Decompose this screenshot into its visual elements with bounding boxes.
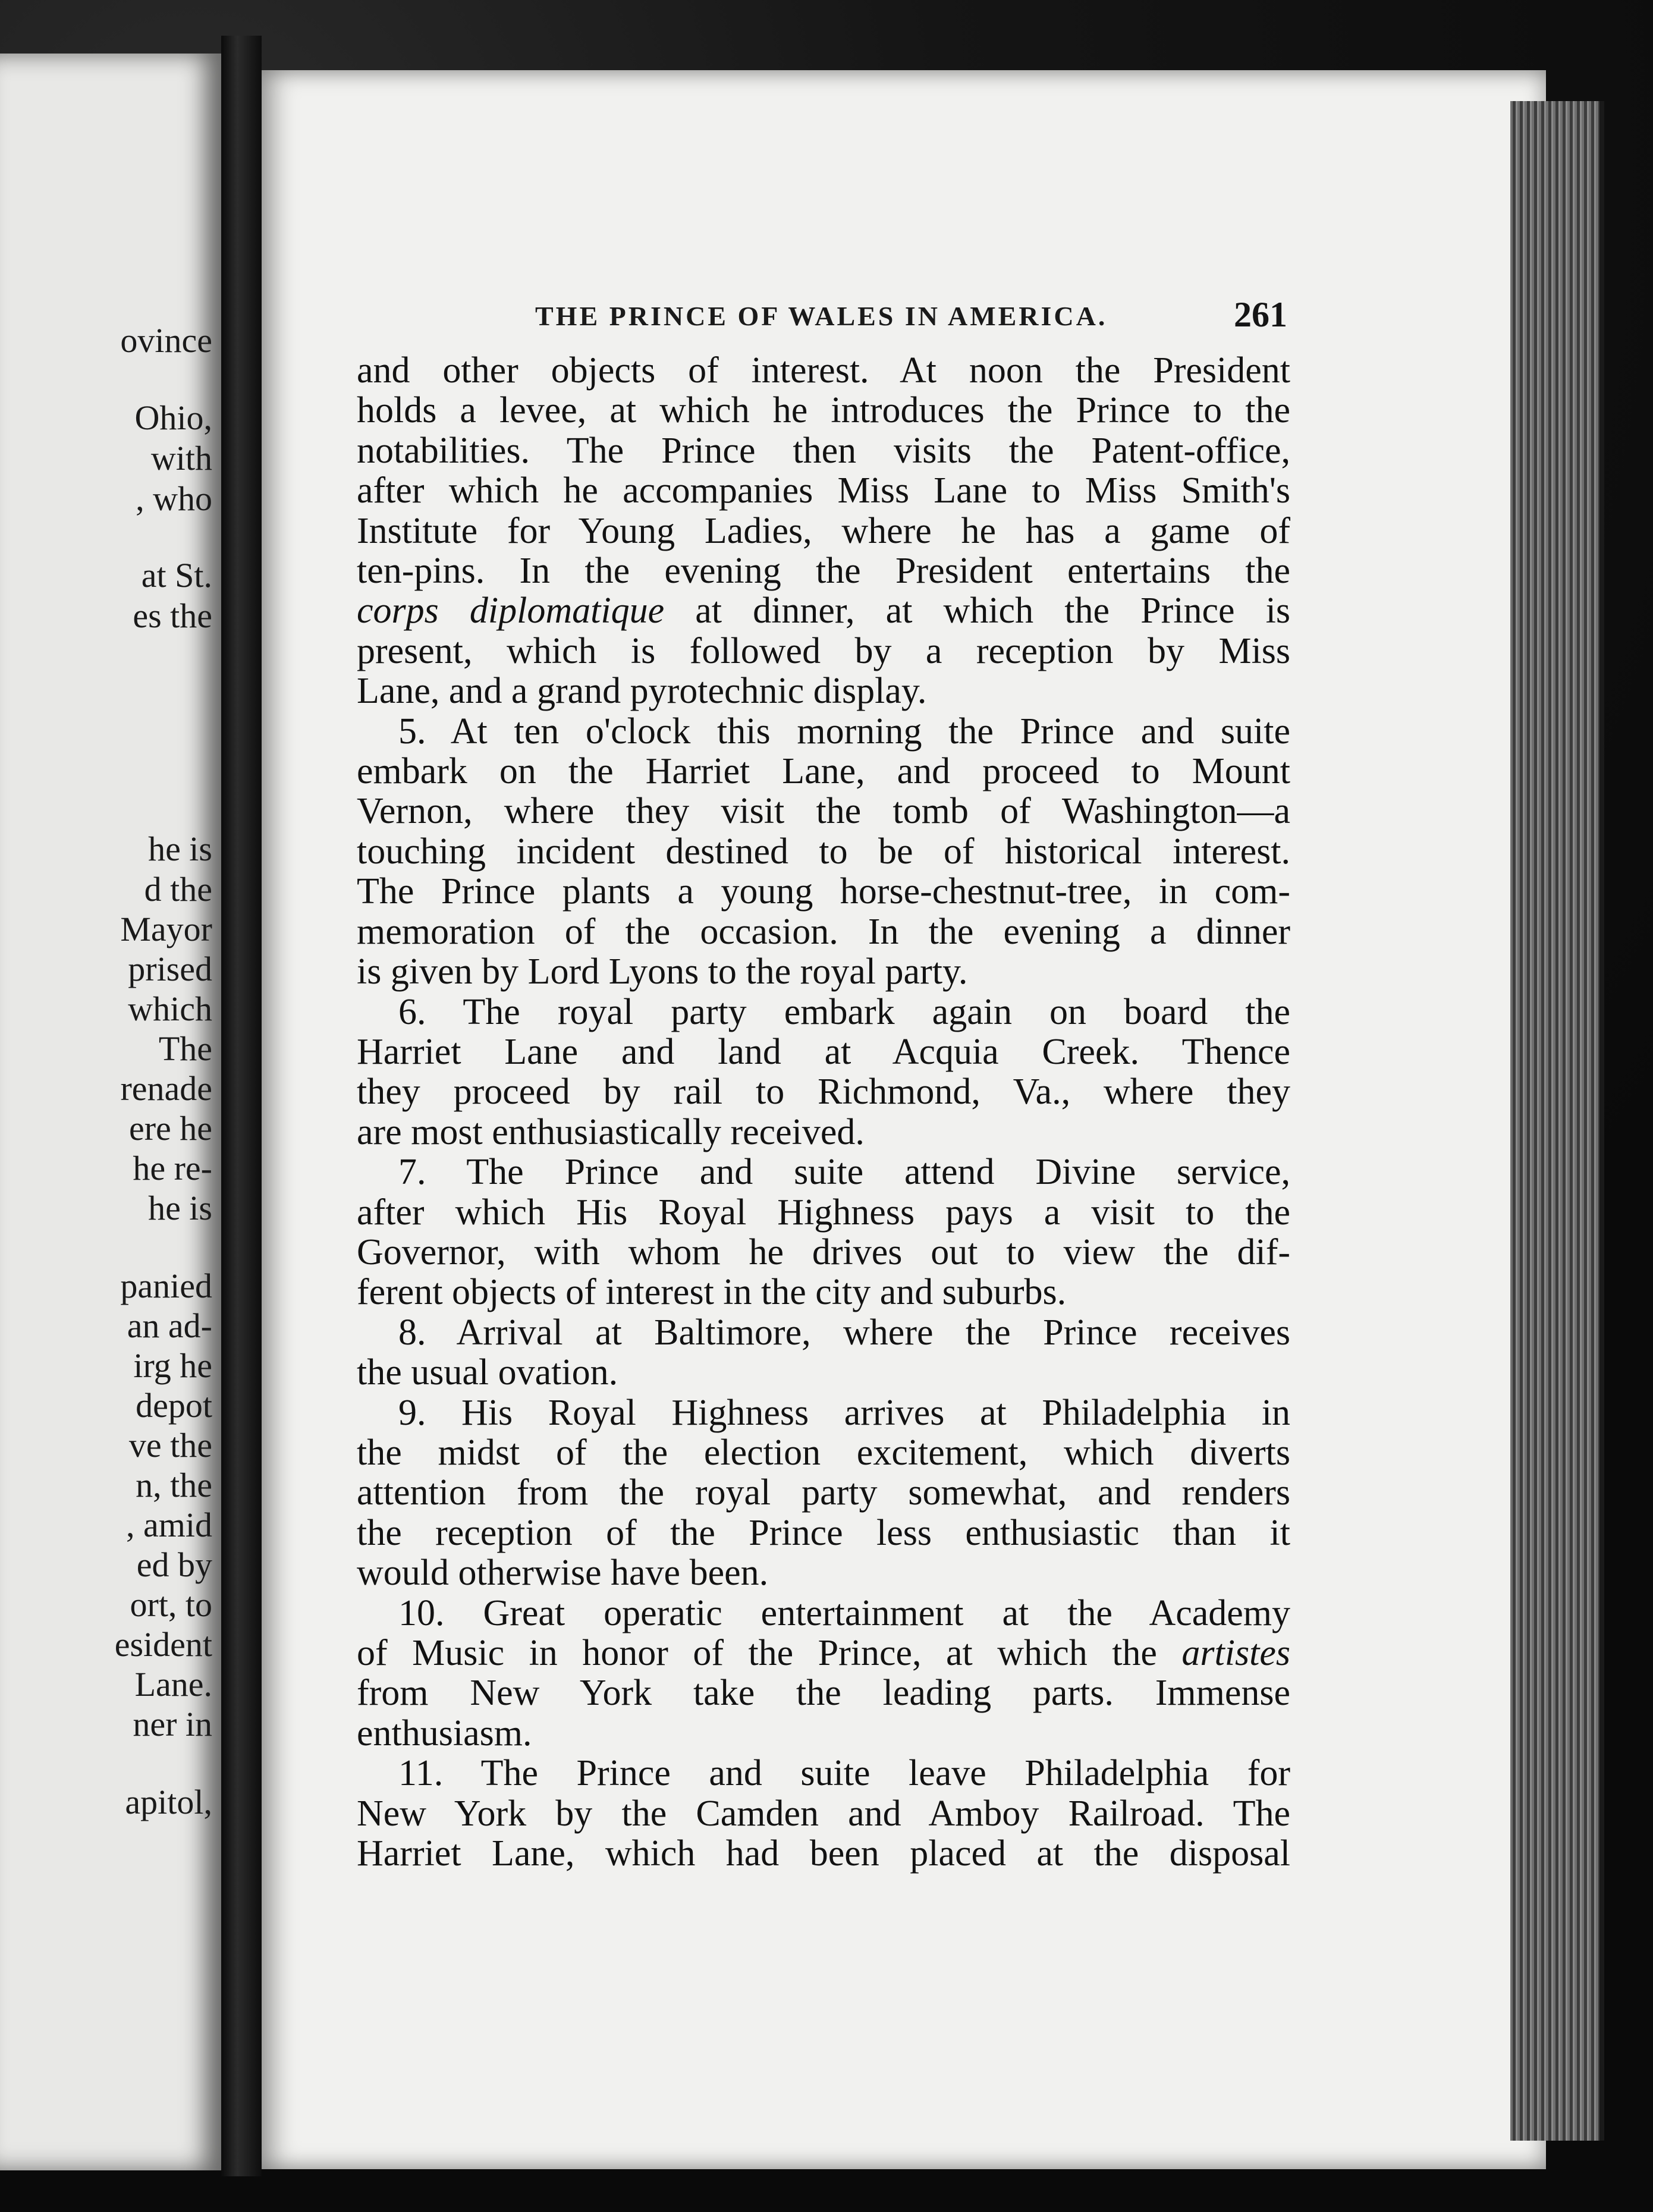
text-line: Institute for Young Ladies, where he has a game of [357,510,1290,551]
previous-page-text-line: panied [120,1267,212,1305]
previous-page-text-line: d the [144,870,212,909]
text-line: embark on the Harriet Lane, and proceed to Mount [357,751,1290,792]
text-line: memoration of the occasion. In the evening a dinner [357,911,1290,952]
text-line: and other objects of interest. At noon the President [357,350,1290,391]
text-line: New York by the Camden and Amboy Railroad. The [357,1793,1290,1834]
text-line: Lane, and a grand pyrotechnic display. [357,671,927,712]
previous-page-text-line: he is [148,1189,212,1227]
text-line: the reception of the Prince less enthusiastic than it [357,1512,1290,1553]
previous-page-text-line: ort, to [130,1585,212,1624]
previous-page-text-line: he is [148,830,212,868]
text-line: 8. Arrival at Baltimore, where the Prince receives [398,1312,1290,1353]
paragraph-item-6 [357,992,1290,1153]
previous-page-text-line: depot [136,1386,212,1425]
previous-page-text-line: Lane. [134,1665,212,1704]
previous-page-fragment [0,54,223,2170]
text-line: 6. The royal party embark again on board the [398,991,1290,1032]
text-line: would otherwise have been. [357,1553,769,1594]
text-line: Vernon, where they visit the tomb of Washington—a [357,791,1290,832]
italic-phrase: corps diplomatique [357,590,665,631]
previous-page-text-line: , amid [126,1506,212,1544]
text-line: 11. The Prince and suite leave Philadelphia for [398,1753,1290,1794]
previous-page-text-line: ere he [128,1109,212,1148]
text-line: notabilities. The Prince then visits the Patent-office, [357,430,1290,471]
page-body-text [357,351,1290,1874]
text-line: is given by Lord Lyons to the royal party. [357,951,968,992]
previous-page-text-line: ed by [136,1545,212,1584]
previous-page-text-line: irg he [133,1346,212,1385]
text-line: Harriet Lane, which had been placed at the disposal [357,1833,1290,1874]
paragraph-item-5 [357,712,1290,992]
text-line [357,591,1290,631]
previous-page-text-line: The [158,1029,212,1068]
previous-page-text-line: at St. [141,556,212,595]
text-line: Governor, with whom he drives out to view the dif- [357,1231,1290,1272]
text-line: from New York take the leading parts. Immense [357,1673,1290,1714]
book-gutter [221,36,262,2176]
text-line: enthusiasm. [357,1713,532,1754]
text-line: touching incident destined to be of historical interest. [357,831,1290,872]
text-line: the midst of the election excitement, which diverts [357,1432,1290,1473]
text-line: the usual ovation. [357,1352,618,1393]
text-fragment: of Music in honor of the Prince, at which the [357,1633,1182,1673]
text-line: 9. His Royal Highness arrives at Philadelphia in [398,1392,1290,1433]
italic-word: artistes [1181,1633,1290,1673]
previous-page-text-line: he re- [133,1149,212,1187]
text-line: holds a levee, at which he introduces the Prince to the [357,390,1290,431]
text-line: present, which is followed by a reception by Miss [357,630,1290,671]
text-line: 10. Great operatic entertainment at the Academy [398,1592,1290,1633]
previous-page-text-line: an ad- [127,1306,212,1345]
text-line: 5. At ten o'clock this morning the Prince and suite [398,711,1290,752]
text-fragment: at dinner, at which the Prince is [664,590,1290,631]
previous-page-text-line: es the [133,596,212,635]
previous-page-text-line: Mayor [120,910,212,948]
paragraph-item-11 [357,1754,1290,1874]
text-line [357,1633,1290,1673]
previous-page-text-line: ve the [128,1426,212,1465]
paragraph-item-7 [357,1152,1290,1313]
paragraph-continuation [357,351,1290,712]
previous-page-text-line: prised [128,950,212,988]
previous-page-text-line: n, the [136,1466,212,1504]
previous-page-text-line: with [150,439,212,477]
page-number: 261 [1234,295,1287,334]
previous-page-text-line: Ohio, [134,398,212,437]
paragraph-item-8 [357,1313,1290,1393]
text-line: attention from the royal party somewhat, and renders [357,1472,1290,1513]
previous-page-text-line: apitol, [125,1783,212,1821]
previous-page-text-line: renade [120,1069,212,1108]
paragraph-item-9 [357,1393,1290,1594]
paragraph-item-10 [357,1594,1290,1754]
page-edge-stack [1510,101,1604,2141]
text-line: are most enthusiastically received. [357,1111,865,1152]
previous-page-text-line: which [128,989,212,1028]
text-line: 7. The Prince and suite attend Divine service, [398,1152,1290,1193]
text-line: ferent objects of interest in the city and suburbs. [357,1272,1067,1313]
previous-page-text-line: ner in [133,1705,212,1743]
previous-page-text-line: esident [114,1625,212,1664]
text-line: Harriet Lane and land at Acquia Creek. Thence [357,1031,1290,1072]
previous-page-text-line: , who [136,479,212,518]
text-line: after which His Royal Highness pays a visit to the [357,1192,1290,1233]
previous-page-text-line: ovince [120,321,212,360]
text-line: after which he accompanies Miss Lane to Miss Smith's [357,470,1290,511]
running-head: THE PRINCE OF WALES IN AMERICA. [535,301,1108,331]
text-line: The Prince plants a young horse-chestnut-tree, in com- [357,871,1290,912]
text-line: they proceed by rail to Richmond, Va., where they [357,1072,1290,1113]
text-line: ten-pins. In the evening the President entertains the [357,551,1290,592]
